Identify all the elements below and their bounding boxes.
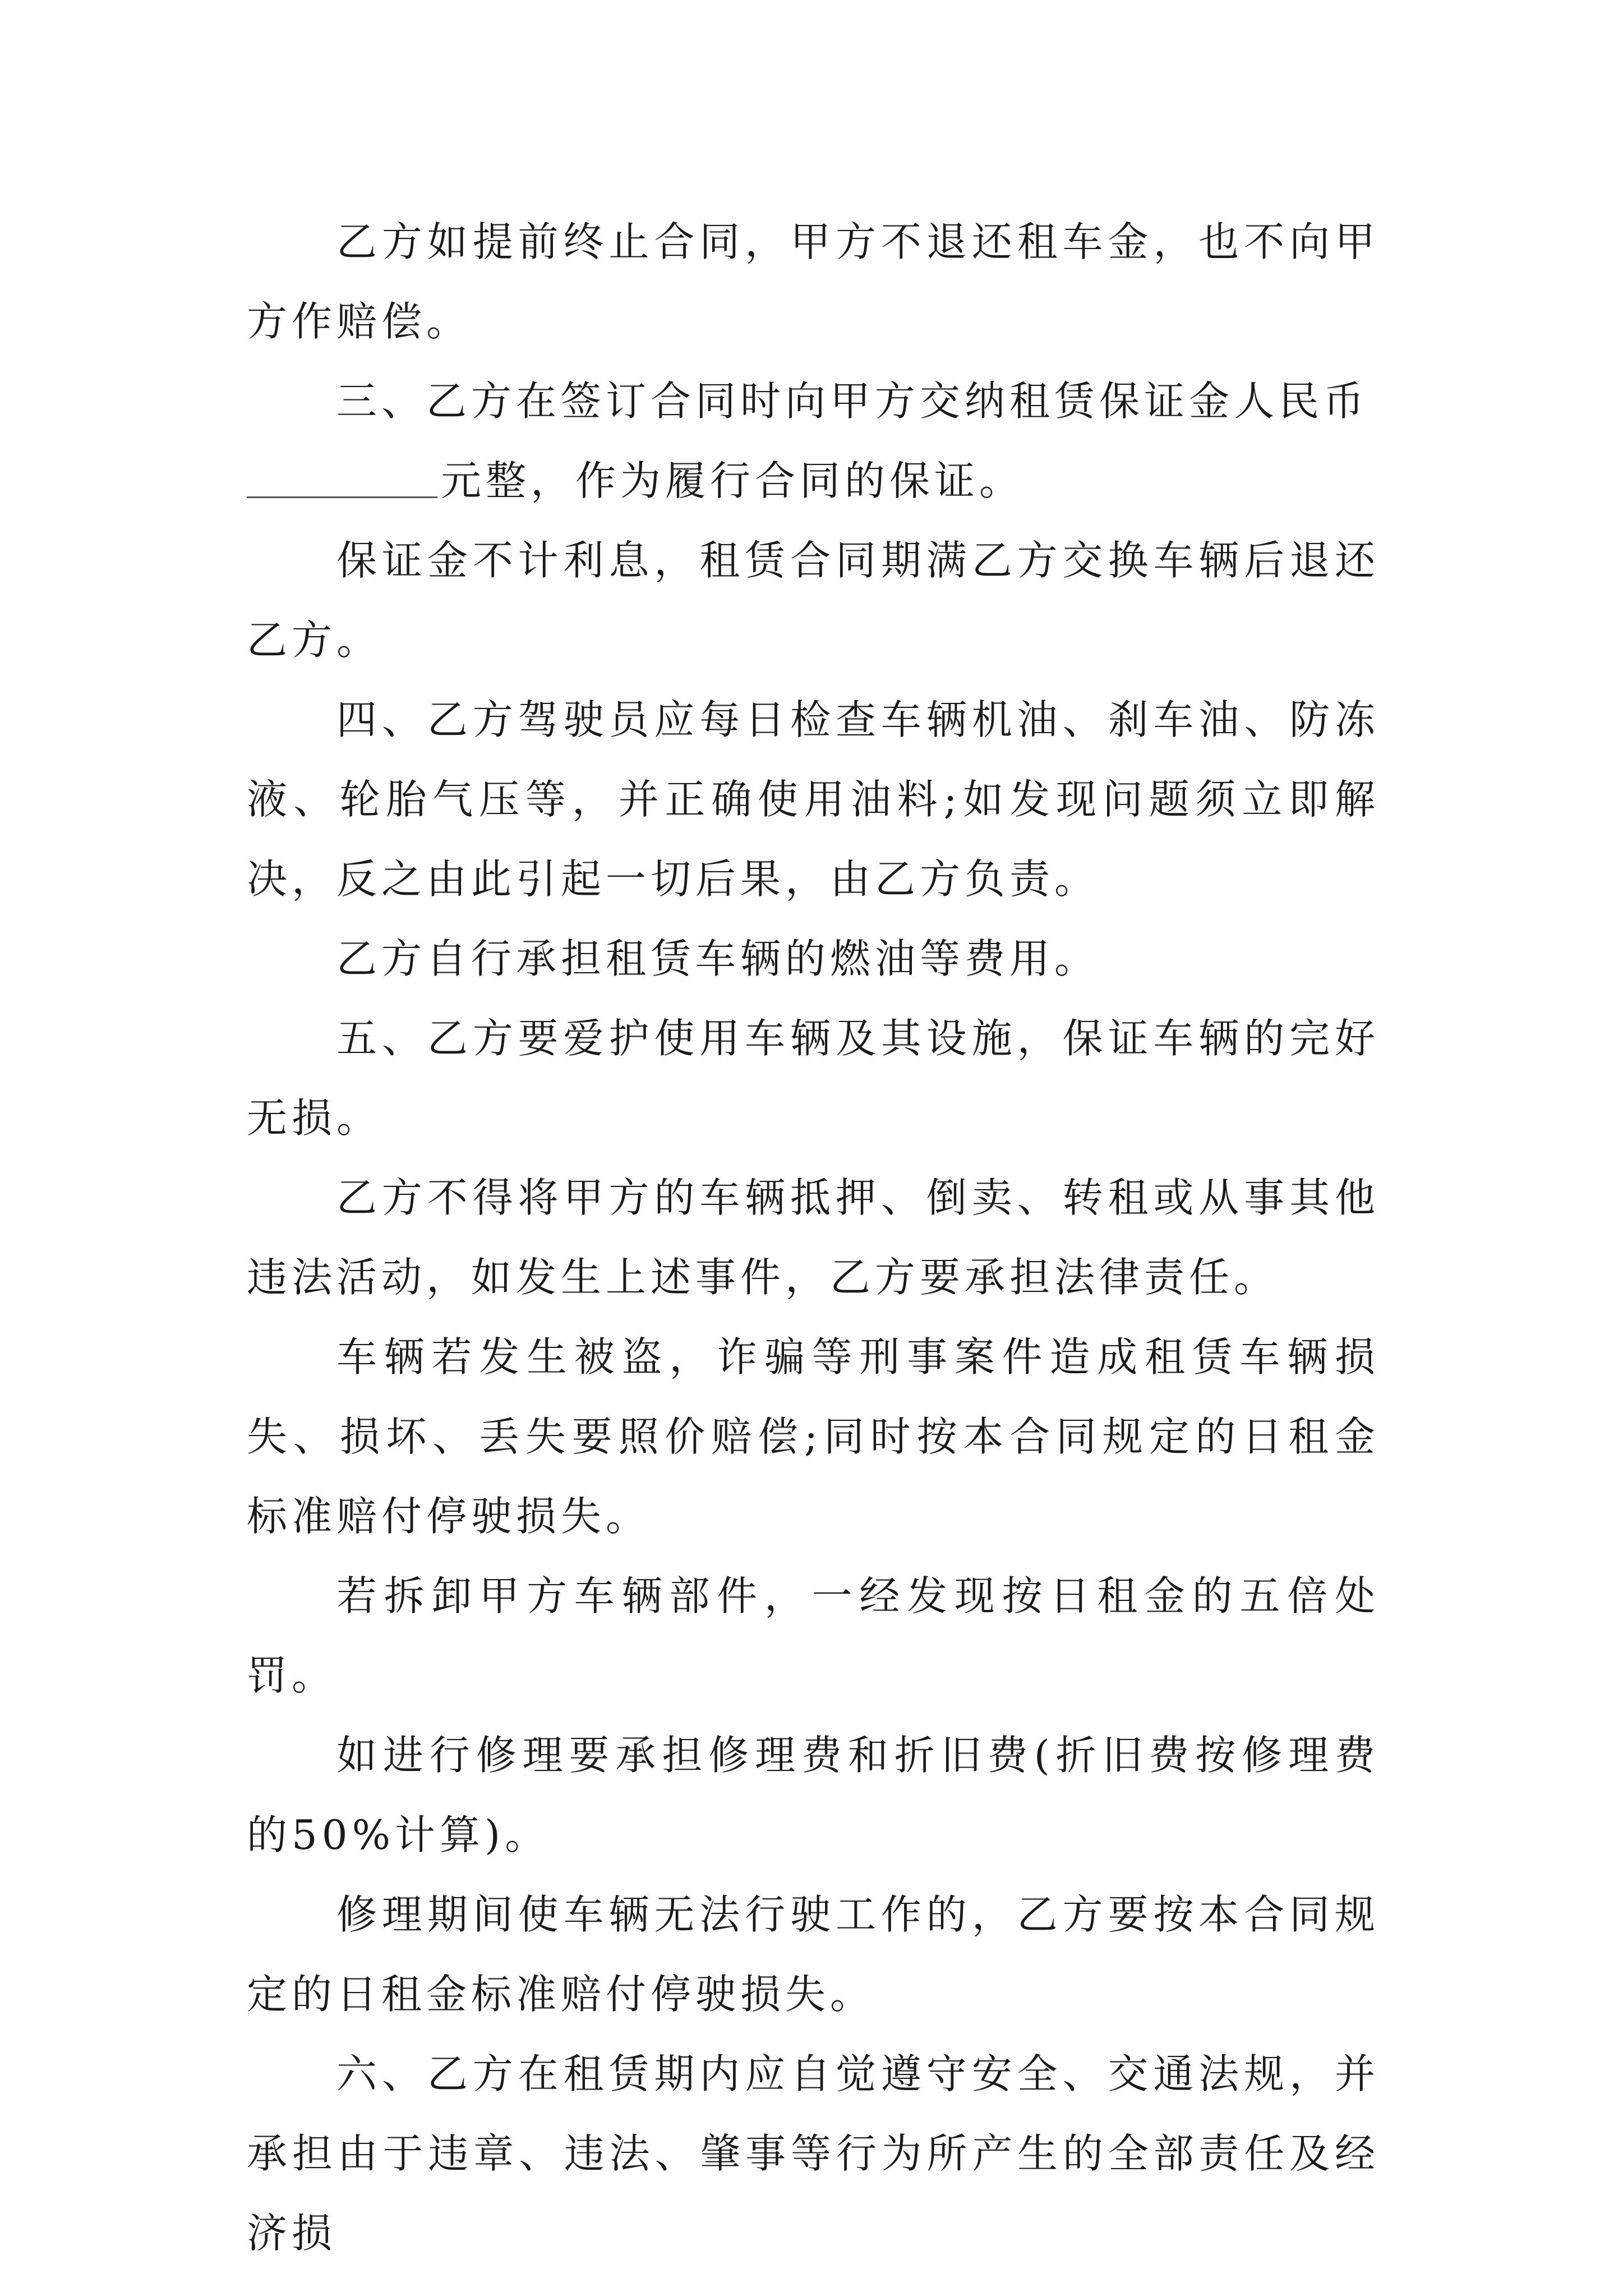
paragraph-dismantling-penalty: 若拆卸甲方车辆部件，一经发现按日租金的五倍处罚。: [247, 1572, 1380, 1699]
paragraph-clause-3-continued: [247, 441, 1380, 521]
paragraph-no-mortgage: 乙方不得将甲方的车辆抵押、倒卖、转租或从事其他违法活动，如发生上述事件，乙方要承担法律责任。: [247, 1174, 1380, 1301]
paragraph-repair-costs: 如进行修理要承担修理费和折旧费(折旧费按修理费的50%计算)。: [247, 1732, 1380, 1858]
paragraph-repair-downtime: 修理期间使车辆无法行驶工作的，乙方要按本合同规定的日租金标准赔付停驶损失。: [247, 1891, 1380, 2018]
paragraph-clause-5: 五、乙方要爱护使用车辆及其设施，保证车辆的完好无损。: [247, 1015, 1380, 1142]
paragraph-clause-3: 三、乙方在签订合同时向甲方交纳租赁保证金人民币: [336, 378, 1369, 425]
paragraph-clause-3-continued-text: 元整，作为履行合同的保证。: [441, 457, 1025, 504]
paragraph-early-termination: 乙方如提前终止合同，甲方不退还租车金，也不向甲方作赔偿。: [247, 218, 1380, 345]
paragraph-deposit-interest: 保证金不计利息，租赁合同期满乙方交换车辆后退还乙方。: [247, 537, 1380, 664]
paragraph-theft-loss: 车辆若发生被盗，诈骗等刑事案件造成租赁车辆损失、损坏、丢失要照价赔偿;同时按本合同规定的日租金标准赔付停驶损失。: [247, 1333, 1380, 1540]
amount-blank-line: [247, 463, 437, 498]
document-body: [247, 202, 1380, 2273]
paragraph-clause-4: 四、乙方驾驶员应每日检查车辆机油、刹车油、防冻液、轮胎气压等，并正确使用油料;如发现问题须立即解决，反之由此引起一切后果，由乙方负责。: [247, 696, 1380, 903]
paragraph-clause-6: 六、乙方在租赁期内应自觉遵守安全、交通法规，并承担由于违章、违法、肇事等行为所产生的全部责任及经济损: [247, 2050, 1380, 2257]
paragraph-fuel-costs: 乙方自行承担租赁车辆的燃油等费用。: [336, 935, 1100, 982]
